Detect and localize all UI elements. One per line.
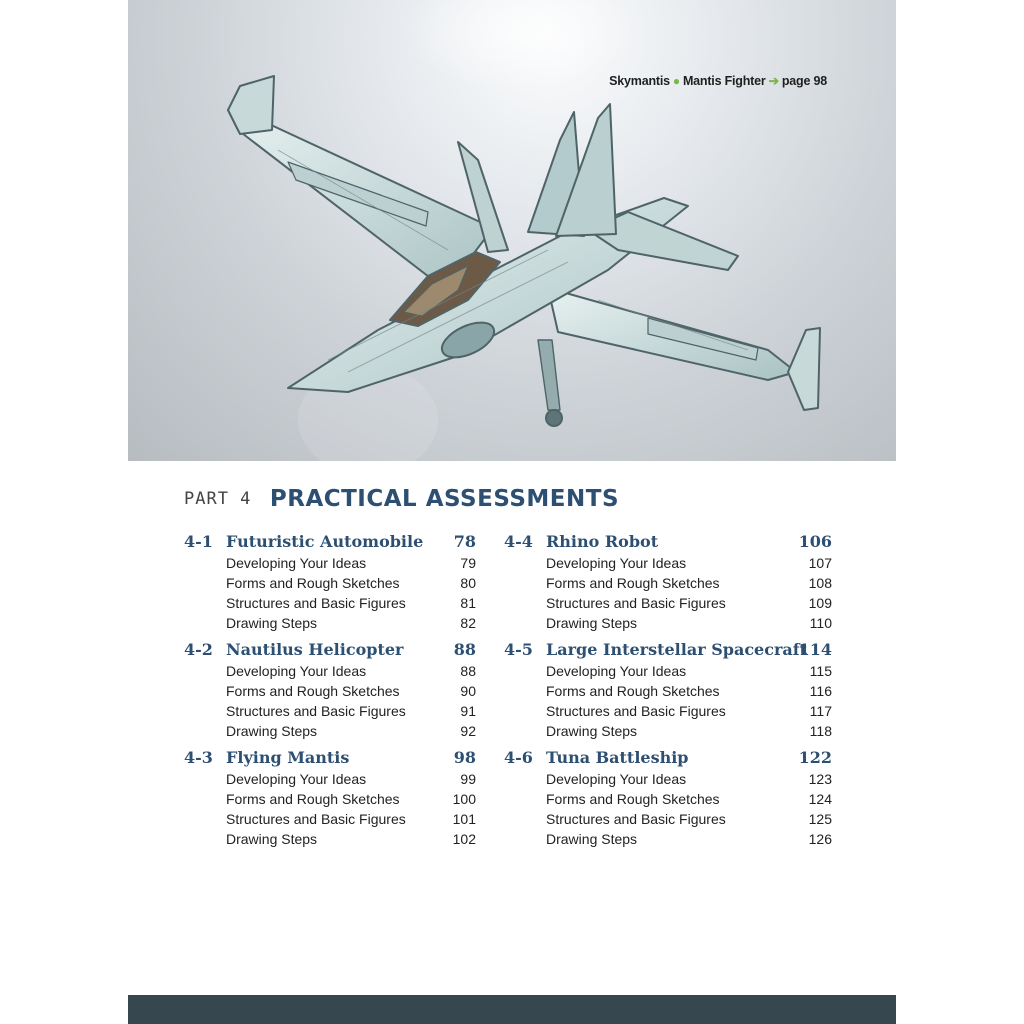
entry-page: 88 (460, 663, 476, 679)
part-title: PRACTICAL ASSESSMENTS (269, 486, 620, 512)
entry-title: Developing Your Ideas (226, 555, 367, 571)
entry-title: Developing Your Ideas (226, 663, 367, 679)
entry-title: Structures and Basic Figures (546, 595, 726, 611)
toc-entry[interactable] (504, 662, 832, 682)
chapter-heading[interactable] (184, 532, 476, 554)
toc-entry[interactable] (184, 662, 476, 682)
book-page (128, 0, 896, 1024)
part-heading (184, 486, 619, 512)
toc-entry[interactable] (184, 830, 476, 850)
entry-page: 125 (808, 811, 832, 827)
toc-entry[interactable] (184, 554, 476, 574)
entry-title: Forms and Rough Sketches (546, 791, 720, 807)
toc-entry[interactable] (504, 722, 832, 742)
entry-page: 101 (452, 811, 476, 827)
entry-page: 92 (460, 723, 476, 739)
toc-entry[interactable] (184, 574, 476, 594)
entry-title: Developing Your Ideas (546, 663, 687, 679)
toc-column-right (504, 532, 832, 856)
toc-entry[interactable] (504, 770, 832, 790)
toc-chapter (504, 748, 832, 856)
entry-title: Drawing Steps (226, 615, 318, 631)
entry-page: 100 (452, 791, 476, 807)
hero-illustration (128, 0, 896, 461)
entry-page: 124 (808, 791, 832, 807)
chapter-title: Flying Mantis (226, 748, 350, 767)
footer-bar (128, 995, 896, 1024)
right-arrow-icon: ➔ (768, 74, 779, 88)
entry-title: Drawing Steps (226, 723, 318, 739)
chapter-page: 106 (798, 532, 832, 551)
figure-caption (609, 73, 827, 88)
chapter-page: 122 (798, 748, 832, 767)
entry-title: Forms and Rough Sketches (546, 575, 720, 591)
entry-page: 110 (809, 615, 832, 631)
entry-title: Structures and Basic Figures (226, 811, 406, 827)
chapter-page: 98 (453, 748, 476, 767)
caption-part1: Skymantis (609, 74, 670, 88)
toc-entry[interactable] (504, 554, 832, 574)
chapter-title: Futuristic Automobile (226, 532, 424, 551)
entry-page: 81 (460, 595, 476, 611)
entry-page: 109 (808, 595, 832, 611)
entry-title: Developing Your Ideas (546, 771, 687, 787)
toc-column-left (184, 532, 476, 856)
entry-page: 107 (808, 555, 832, 571)
chapter-number: 4-5 (504, 640, 533, 659)
toc-entry[interactable] (184, 790, 476, 810)
entry-page: 116 (809, 683, 832, 699)
chapter-number: 4-1 (184, 532, 213, 551)
chapter-number: 4-2 (184, 640, 213, 659)
toc-entry[interactable] (504, 702, 832, 722)
toc-entry[interactable] (504, 682, 832, 702)
chapter-page: 114 (798, 640, 832, 659)
entry-title: Structures and Basic Figures (546, 703, 726, 719)
toc-entry[interactable] (504, 574, 832, 594)
entry-title: Forms and Rough Sketches (226, 791, 400, 807)
entry-title: Forms and Rough Sketches (226, 683, 400, 699)
toc-entry[interactable] (184, 702, 476, 722)
entry-page: 123 (808, 771, 832, 787)
chapter-title: Large Interstellar Spacecraft (546, 640, 808, 659)
entry-title: Drawing Steps (226, 831, 318, 847)
entry-title: Structures and Basic Figures (226, 595, 406, 611)
part-label: PART 4 (184, 489, 252, 509)
entry-page: 99 (460, 771, 476, 787)
entry-title: Forms and Rough Sketches (226, 575, 400, 591)
chapter-number: 4-3 (184, 748, 213, 767)
toc-chapter (184, 748, 476, 856)
entry-page: 117 (809, 703, 832, 719)
toc-entry[interactable] (184, 810, 476, 830)
entry-title: Developing Your Ideas (226, 771, 367, 787)
chapter-heading[interactable] (504, 532, 832, 554)
chapter-heading[interactable] (504, 640, 832, 662)
caption-part3: page 98 (781, 74, 827, 88)
entry-title: Structures and Basic Figures (546, 811, 726, 827)
toc-entry[interactable] (184, 682, 476, 702)
entry-title: Forms and Rough Sketches (546, 683, 720, 699)
caption-part2: Mantis Fighter (682, 74, 766, 88)
chapter-heading[interactable] (184, 640, 476, 662)
entry-page: 80 (460, 575, 476, 591)
entry-title: Drawing Steps (546, 615, 638, 631)
entry-page: 115 (809, 663, 832, 679)
toc-chapter (504, 532, 832, 640)
toc-entry[interactable] (504, 810, 832, 830)
toc-entry[interactable] (504, 614, 832, 634)
entry-page: 108 (808, 575, 832, 591)
chapter-title: Tuna Battleship (546, 748, 689, 767)
chapter-page: 78 (453, 532, 476, 551)
entry-page: 90 (460, 683, 476, 699)
entry-page: 102 (452, 831, 476, 847)
entry-page: 79 (460, 555, 476, 571)
entry-page: 118 (809, 723, 832, 739)
jet-fighter-illustration (128, 0, 896, 461)
chapter-page: 88 (453, 640, 476, 659)
chapter-number: 4-6 (504, 748, 533, 767)
toc-entry[interactable] (184, 594, 476, 614)
green-dot-icon: ● (672, 74, 680, 88)
chapter-title: Rhino Robot (546, 532, 659, 551)
entry-page: 91 (460, 703, 476, 719)
entry-title: Developing Your Ideas (546, 555, 687, 571)
toc-entry[interactable] (184, 770, 476, 790)
chapter-heading[interactable] (504, 748, 832, 770)
toc-entry[interactable] (504, 830, 832, 850)
chapter-title: Nautilus Helicopter (226, 640, 404, 659)
toc-entry[interactable] (504, 594, 832, 614)
entry-title: Drawing Steps (546, 723, 638, 739)
entry-title: Structures and Basic Figures (226, 703, 406, 719)
toc-entry[interactable] (184, 614, 476, 634)
chapter-heading[interactable] (184, 748, 476, 770)
toc-chapter (504, 640, 832, 748)
toc-chapter (184, 640, 476, 748)
toc-chapter (184, 532, 476, 640)
entry-page: 82 (460, 615, 476, 631)
chapter-number: 4-4 (504, 532, 533, 551)
toc-entry[interactable] (504, 790, 832, 810)
toc-entry[interactable] (184, 722, 476, 742)
entry-title: Drawing Steps (546, 831, 638, 847)
entry-page: 126 (808, 831, 832, 847)
